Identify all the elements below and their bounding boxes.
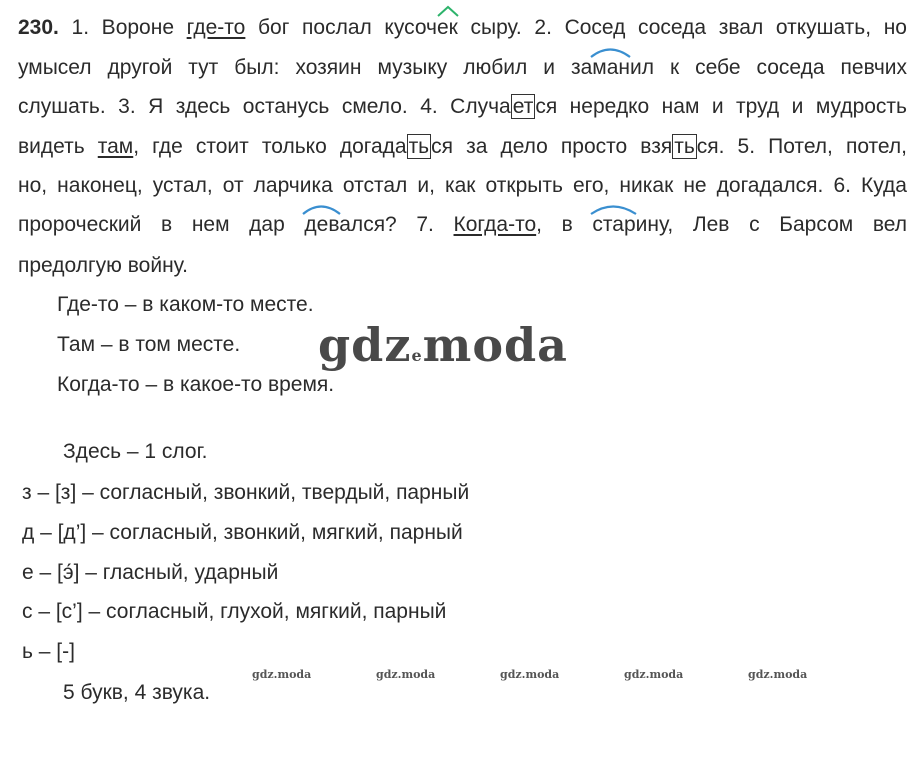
phonetic-row: д – [д’] – согласный, звонкий, мягкий, парный bbox=[22, 521, 463, 544]
text-fragment: ся за дело просто взя bbox=[431, 135, 673, 158]
watermark-small: gdz.moda bbox=[376, 668, 436, 681]
exercise-line-4 bbox=[18, 136, 907, 157]
text-fragment: пророческий в нем дар девался? 7. bbox=[18, 213, 454, 236]
text-fragment: но, наконец, устал, от ларчика отстал и, как открыть его, никак не догадался. 6. Куда bbox=[18, 174, 907, 197]
exercise-line-1 bbox=[18, 17, 907, 38]
exercise-number: 230. bbox=[18, 16, 59, 39]
watermark-small: gdz.moda bbox=[624, 668, 684, 681]
text-fragment: ся. 5. Потел, потел, bbox=[696, 135, 907, 158]
text-fragment: слушать. 3. Я здесь останусь смело. 4. Случа bbox=[18, 95, 511, 118]
phonetic-row: з – [з] – согласный, звонкий, твердый, парный bbox=[22, 481, 470, 504]
text-fragment: умысел другой тут был: хозяин музыку любил и заманил к себе соседа певчих bbox=[18, 56, 907, 79]
root-arc-mark bbox=[300, 201, 344, 217]
underlined-word: Когда-то bbox=[453, 213, 537, 236]
morpheme-box: ет bbox=[512, 95, 534, 118]
watermark-small: gdz.moda bbox=[500, 668, 560, 681]
definition-item: Там – в том месте. bbox=[57, 333, 241, 356]
morpheme-box: ть bbox=[674, 135, 695, 158]
text-fragment: , где стоит только догада bbox=[133, 135, 407, 158]
exercise-line-3 bbox=[18, 96, 907, 117]
text-fragment: 1. Вороне bbox=[71, 16, 187, 39]
definition-item: Когда-то – в какое-то время. bbox=[57, 373, 335, 396]
text-fragment: бог послал кусочек сыру. 2. Сосед соседа звал откушать, но bbox=[245, 16, 907, 39]
phonetic-row: е – [э́] – гласный, ударный bbox=[22, 561, 279, 584]
text-fragment: , в старину, Лев с Барсом вел bbox=[536, 213, 907, 236]
definition-item: Где-то – в каком-то месте. bbox=[57, 293, 314, 316]
morpheme-box: ть bbox=[408, 135, 430, 158]
suffix-caret-mark bbox=[436, 4, 462, 18]
watermark-small: gdz.moda bbox=[252, 668, 312, 681]
syllable-count: Здесь – 1 слог. bbox=[63, 440, 208, 463]
watermark-small: gdz.moda bbox=[748, 668, 808, 681]
underlined-word: где-то bbox=[186, 16, 246, 39]
text-fragment: предолгую войну. bbox=[18, 254, 188, 277]
exercise-line-5 bbox=[18, 175, 907, 196]
root-arc-mark bbox=[588, 201, 640, 217]
phonetic-row: ь – [-] bbox=[22, 640, 75, 663]
root-arc-mark bbox=[588, 44, 634, 60]
underlined-word: там bbox=[97, 135, 134, 158]
exercise-line-7 bbox=[18, 255, 188, 276]
exercise-line-2 bbox=[18, 57, 907, 78]
text-fragment: видеть bbox=[18, 135, 98, 158]
exercise-line-6 bbox=[18, 214, 907, 235]
letter-sound-summary: 5 букв, 4 звука. bbox=[63, 681, 211, 704]
watermark-logo: gdzemoda bbox=[318, 318, 568, 372]
phonetic-row: с – [с’] – согласный, глухой, мягкий, парный bbox=[22, 600, 447, 623]
text-fragment: ся нередко нам и труд и мудрость bbox=[535, 95, 907, 118]
